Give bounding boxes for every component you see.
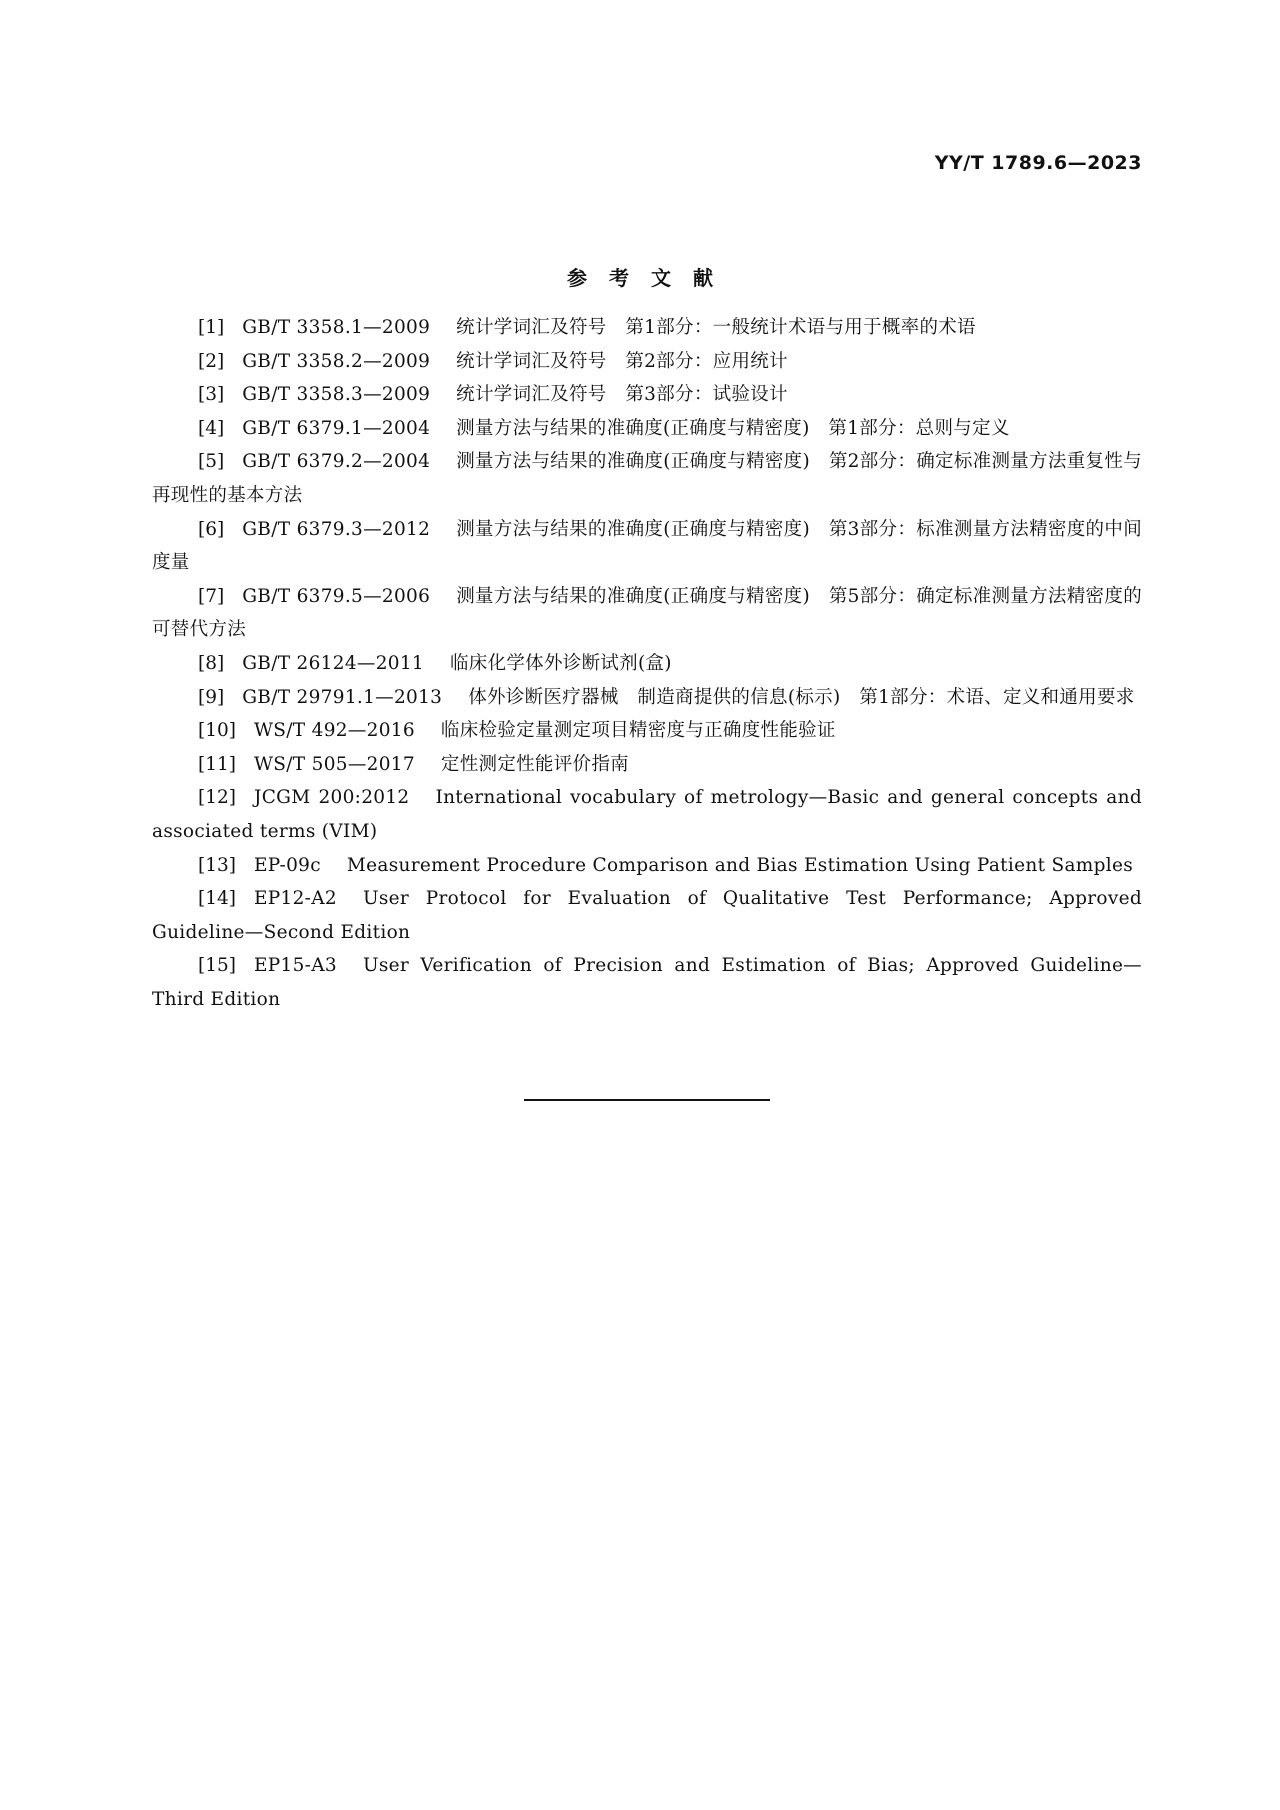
reference-code: GB/T 6379.1—2004 bbox=[242, 417, 431, 439]
reference-item bbox=[152, 681, 1142, 715]
reference-number: [6] bbox=[198, 518, 225, 540]
reference-title: 统计学词汇及符号 第3部分：试验设计 bbox=[456, 384, 788, 406]
reference-title: Measurement Procedure Comparison and Bias Estimation Using Patient Samples bbox=[346, 854, 1134, 876]
reference-title: 统计学词汇及符号 第1部分：一般统计术语与用于概率的术语 bbox=[456, 317, 976, 338]
reference-number: [1] bbox=[198, 317, 225, 338]
reference-title: User Verification of Precision and Estimation of Bias; Approved Guideline—Third Edition bbox=[152, 955, 1142, 1010]
reference-title: 定性测定性能评价指南 bbox=[440, 753, 629, 775]
reference-list bbox=[152, 311, 1142, 1016]
reference-title: 测量方法与结果的准确度(正确度与精密度) 第5部分：确定标准测量方法精密度的可替代方法 bbox=[152, 585, 1142, 641]
reference-code: GB/T 26124—2011 bbox=[242, 652, 424, 674]
reference-item bbox=[152, 748, 1142, 782]
reference-code: WS/T 505—2017 bbox=[253, 753, 415, 775]
reference-item bbox=[152, 311, 1142, 345]
reference-number: [4] bbox=[198, 417, 225, 439]
reference-code: WS/T 492—2016 bbox=[253, 720, 415, 742]
reference-item bbox=[152, 882, 1142, 949]
reference-number: [14] bbox=[198, 888, 236, 910]
reference-title: User Protocol for Evaluation of Qualitative Test Performance; Approved Guideline—Second Edition bbox=[152, 888, 1142, 943]
reference-number: [10] bbox=[198, 720, 236, 742]
standard-number: YY/T 1789.6—2023 bbox=[934, 152, 1142, 174]
reference-code: JCGM 200:2012 bbox=[253, 787, 410, 809]
reference-code: GB/T 3358.3—2009 bbox=[242, 384, 431, 406]
reference-item bbox=[152, 445, 1142, 512]
reference-number: [9] bbox=[198, 686, 225, 708]
reference-item bbox=[152, 781, 1142, 848]
reference-item bbox=[152, 345, 1142, 379]
reference-item bbox=[152, 378, 1142, 412]
reference-code: GB/T 6379.5—2006 bbox=[242, 585, 431, 607]
reference-title: International vocabulary of metrology—Basic and general concepts and associated terms (VIM) bbox=[152, 787, 1142, 842]
reference-item bbox=[152, 580, 1142, 647]
section-title: 参考文献 bbox=[567, 266, 735, 290]
reference-title: 测量方法与结果的准确度(正确度与精密度) 第1部分：总则与定义 bbox=[456, 417, 1010, 439]
reference-number: [3] bbox=[198, 384, 225, 406]
reference-item bbox=[152, 714, 1142, 748]
end-of-document-rule bbox=[524, 1099, 770, 1101]
reference-code: GB/T 3358.2—2009 bbox=[242, 350, 431, 372]
reference-title: 统计学词汇及符号 第2部分：应用统计 bbox=[456, 350, 788, 372]
reference-title: 临床化学体外诊断试剂(盒) bbox=[449, 652, 672, 674]
reference-number: [11] bbox=[198, 753, 236, 775]
reference-title: 临床检验定量测定项目精密度与正确度性能验证 bbox=[440, 720, 836, 742]
reference-number: [7] bbox=[198, 585, 225, 607]
reference-item bbox=[152, 647, 1142, 681]
reference-item bbox=[152, 412, 1142, 446]
reference-item bbox=[152, 513, 1142, 580]
reference-number: [2] bbox=[198, 350, 225, 372]
reference-title: 体外诊断医疗器械 制造商提供的信息(标示) 第1部分：术语、定义和通用要求 bbox=[468, 686, 1135, 708]
reference-code: GB/T 3358.1—2009 bbox=[242, 317, 431, 338]
reference-code: EP12-A2 bbox=[253, 888, 337, 910]
reference-number: [8] bbox=[198, 652, 225, 674]
reference-code: GB/T 6379.2—2004 bbox=[242, 451, 431, 473]
reference-code: EP15-A3 bbox=[253, 955, 337, 977]
reference-title: 测量方法与结果的准确度(正确度与精密度) 第3部分：标准测量方法精密度的中间度量 bbox=[152, 518, 1142, 574]
reference-item bbox=[152, 949, 1142, 1016]
reference-code: GB/T 6379.3—2012 bbox=[242, 518, 431, 540]
reference-title: 测量方法与结果的准确度(正确度与精密度) 第2部分：确定标准测量方法重复性与再现性的基本方法 bbox=[152, 451, 1142, 506]
reference-number: [13] bbox=[198, 854, 236, 876]
reference-number: [12] bbox=[198, 787, 236, 809]
reference-code: EP-09c bbox=[253, 854, 321, 876]
reference-number: [5] bbox=[198, 451, 225, 473]
reference-code: GB/T 29791.1—2013 bbox=[242, 686, 443, 708]
reference-item bbox=[152, 849, 1142, 883]
reference-number: [15] bbox=[198, 955, 236, 977]
